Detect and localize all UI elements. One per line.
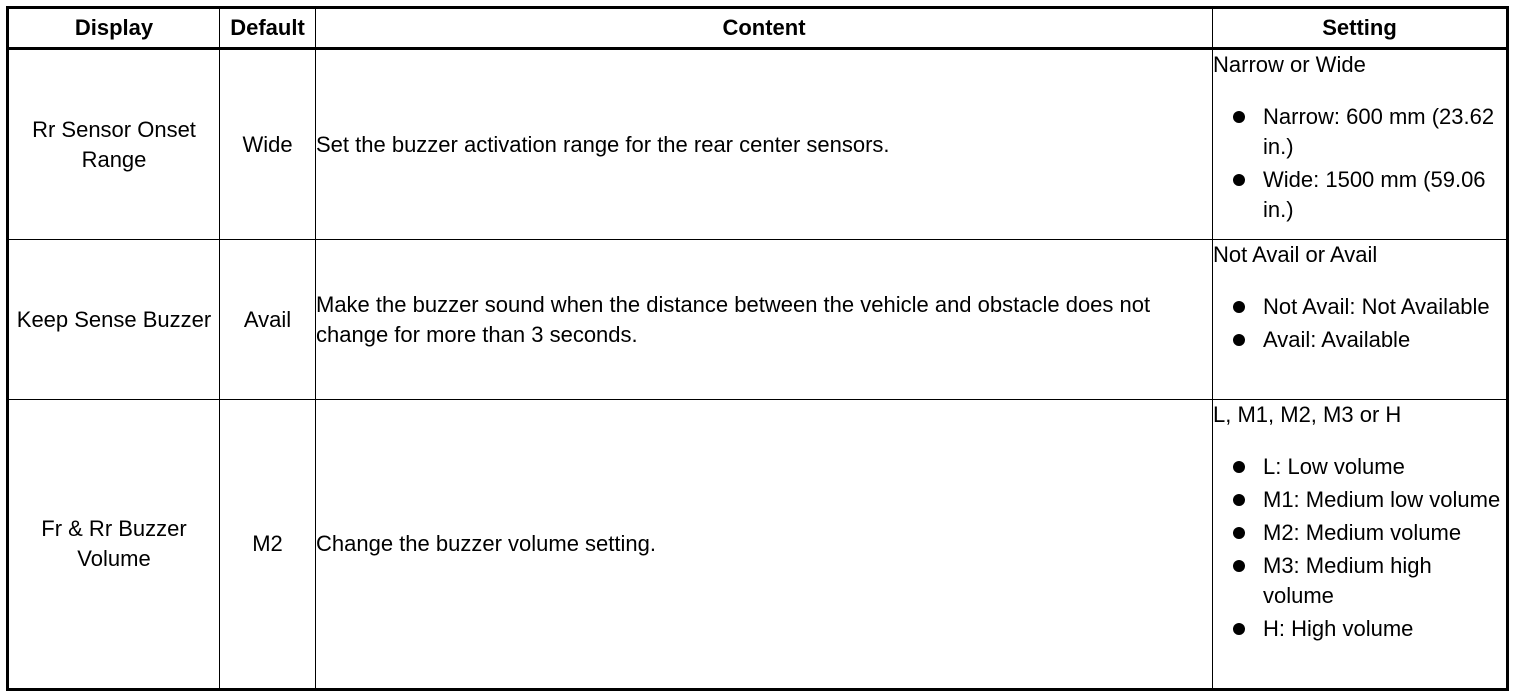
table-header-row bbox=[8, 8, 1508, 49]
setting-option bbox=[1213, 292, 1506, 322]
bullet-icon bbox=[1233, 334, 1245, 346]
bullet-icon bbox=[1233, 623, 1245, 635]
table-row bbox=[8, 400, 1508, 690]
setting-option-text: L: Low volume bbox=[1263, 454, 1405, 479]
content-cell: Make the buzzer sound when the distance between the vehicle and obstacle does not change for more than 3 seconds. bbox=[316, 240, 1213, 400]
setting-options-list bbox=[1213, 292, 1506, 355]
content-cell: Change the buzzer volume setting. bbox=[316, 400, 1213, 690]
bullet-icon bbox=[1233, 527, 1245, 539]
table-row bbox=[8, 49, 1508, 240]
setting-option-text: H: High volume bbox=[1263, 616, 1414, 641]
setting-option-text: M3: Medium high volume bbox=[1263, 553, 1432, 608]
setting-option-text: Wide: 1500 mm (59.06 in.) bbox=[1263, 167, 1486, 222]
bullet-icon bbox=[1233, 494, 1245, 506]
bullet-icon bbox=[1233, 301, 1245, 313]
setting-option-text: M2: Medium volume bbox=[1263, 520, 1462, 545]
setting-title: L, M1, M2, M3 or H bbox=[1213, 402, 1402, 427]
content-cell: Set the buzzer activation range for the rear center sensors. bbox=[316, 49, 1213, 240]
header-content: Content bbox=[316, 8, 1213, 49]
settings-table bbox=[6, 6, 1509, 691]
setting-cell bbox=[1213, 240, 1508, 400]
setting-option bbox=[1213, 518, 1506, 548]
setting-cell bbox=[1213, 400, 1508, 690]
bullet-icon bbox=[1233, 111, 1245, 123]
setting-option bbox=[1213, 102, 1506, 162]
setting-option bbox=[1213, 485, 1506, 515]
setting-option bbox=[1213, 551, 1506, 611]
setting-title: Narrow or Wide bbox=[1213, 52, 1366, 77]
setting-option-text: M1: Medium low volume bbox=[1263, 487, 1501, 512]
display-cell: Rr Sensor Onset Range bbox=[8, 49, 220, 240]
setting-cell bbox=[1213, 49, 1508, 240]
default-cell: Wide bbox=[220, 49, 316, 240]
setting-option bbox=[1213, 614, 1506, 644]
setting-options-list bbox=[1213, 102, 1506, 225]
bullet-icon bbox=[1233, 560, 1245, 572]
setting-option bbox=[1213, 165, 1506, 225]
setting-option-text: Avail: Available bbox=[1263, 327, 1411, 352]
bullet-icon bbox=[1233, 461, 1245, 473]
default-cell: M2 bbox=[220, 400, 316, 690]
setting-option-text: Narrow: 600 mm (23.62 in.) bbox=[1263, 104, 1495, 159]
display-cell: Keep Sense Buzzer bbox=[8, 240, 220, 400]
header-display: Display bbox=[8, 8, 220, 49]
table-row bbox=[8, 240, 1508, 400]
header-default: Default bbox=[220, 8, 316, 49]
setting-option bbox=[1213, 452, 1506, 482]
display-cell: Fr & Rr Buzzer Volume bbox=[8, 400, 220, 690]
bullet-icon bbox=[1233, 174, 1245, 186]
setting-title: Not Avail or Avail bbox=[1213, 242, 1378, 267]
setting-option bbox=[1213, 325, 1506, 355]
header-setting: Setting bbox=[1213, 8, 1508, 49]
default-cell: Avail bbox=[220, 240, 316, 400]
settings-table-container bbox=[6, 6, 1509, 691]
setting-option-text: Not Avail: Not Available bbox=[1263, 294, 1490, 319]
setting-options-list bbox=[1213, 452, 1506, 644]
